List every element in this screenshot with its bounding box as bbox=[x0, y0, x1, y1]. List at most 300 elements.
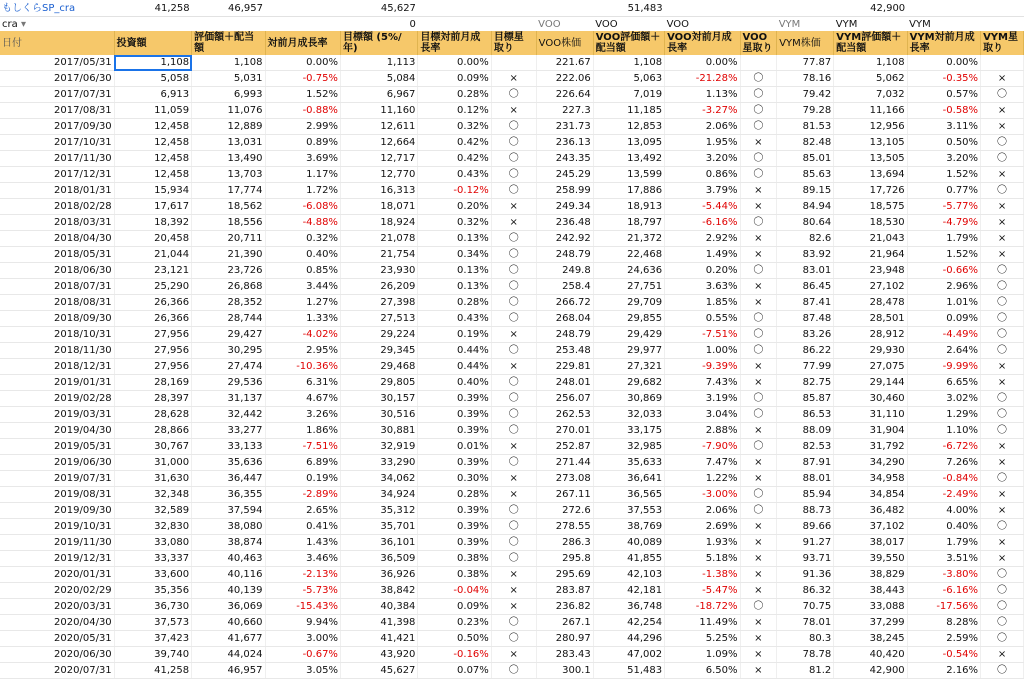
header-value[interactable]: 評価額＋配当額 bbox=[192, 31, 265, 55]
value-cell[interactable]: 44,296 bbox=[593, 631, 664, 647]
result-cell[interactable]: × bbox=[740, 519, 777, 535]
value-cell[interactable]: 12,770 bbox=[340, 167, 417, 183]
result-cell[interactable]: 〇 bbox=[740, 71, 777, 87]
date-cell[interactable]: 2018/07/31 bbox=[0, 279, 114, 295]
value-cell[interactable]: 12,664 bbox=[340, 135, 417, 151]
result-cell[interactable]: × bbox=[981, 247, 1024, 263]
value-cell[interactable]: 0.41% bbox=[265, 519, 340, 535]
value-cell[interactable]: 231.73 bbox=[536, 119, 593, 135]
value-cell[interactable]: 3.63% bbox=[665, 279, 740, 295]
value-cell[interactable]: -0.04% bbox=[418, 583, 491, 599]
result-cell[interactable]: 〇 bbox=[491, 423, 536, 439]
result-cell[interactable]: 〇 bbox=[491, 631, 536, 647]
value-cell[interactable]: 89.15 bbox=[777, 183, 834, 199]
value-cell[interactable]: 84.94 bbox=[777, 199, 834, 215]
result-cell[interactable]: 〇 bbox=[740, 167, 777, 183]
value-cell[interactable]: 33,600 bbox=[114, 567, 191, 583]
value-cell[interactable]: 0.44% bbox=[418, 359, 491, 375]
value-cell[interactable]: 3.20% bbox=[907, 151, 980, 167]
value-cell[interactable]: 87.41 bbox=[777, 295, 834, 311]
summary-voo-value[interactable]: 51,483 bbox=[593, 0, 664, 17]
result-cell[interactable]: 〇 bbox=[491, 295, 536, 311]
value-cell[interactable]: 1.33% bbox=[265, 311, 340, 327]
result-cell[interactable]: 〇 bbox=[981, 663, 1024, 679]
value-cell[interactable]: 38,829 bbox=[834, 567, 907, 583]
value-cell[interactable]: 40,463 bbox=[192, 551, 265, 567]
value-cell[interactable]: -3.27% bbox=[665, 103, 740, 119]
result-cell[interactable]: × bbox=[740, 423, 777, 439]
value-cell[interactable]: 32,033 bbox=[593, 407, 664, 423]
cell[interactable] bbox=[491, 17, 536, 32]
value-cell[interactable]: 2.59% bbox=[907, 631, 980, 647]
value-cell[interactable]: 0.86% bbox=[665, 167, 740, 183]
date-cell[interactable]: 2019/03/31 bbox=[0, 407, 114, 423]
value-cell[interactable]: 29,144 bbox=[834, 375, 907, 391]
value-cell[interactable]: 39,550 bbox=[834, 551, 907, 567]
value-cell[interactable]: -4.49% bbox=[907, 327, 980, 343]
value-cell[interactable]: 4.67% bbox=[265, 391, 340, 407]
result-cell[interactable]: × bbox=[491, 567, 536, 583]
value-cell[interactable]: 27,956 bbox=[114, 327, 191, 343]
value-cell[interactable]: 0.55% bbox=[665, 311, 740, 327]
value-cell[interactable]: 295.8 bbox=[536, 551, 593, 567]
value-cell[interactable]: 0.39% bbox=[418, 391, 491, 407]
date-cell[interactable]: 2019/06/30 bbox=[0, 455, 114, 471]
value-cell[interactable]: 36,482 bbox=[834, 503, 907, 519]
value-cell[interactable]: 13,095 bbox=[593, 135, 664, 151]
value-cell[interactable]: 28,744 bbox=[192, 311, 265, 327]
value-cell[interactable]: 35,356 bbox=[114, 583, 191, 599]
value-cell[interactable]: 236.48 bbox=[536, 215, 593, 231]
value-cell[interactable]: 36,565 bbox=[593, 487, 664, 503]
value-cell[interactable]: 37,573 bbox=[114, 615, 191, 631]
value-cell[interactable]: 78.16 bbox=[777, 71, 834, 87]
value-cell[interactable]: -5.73% bbox=[265, 583, 340, 599]
value-cell[interactable]: 40,660 bbox=[192, 615, 265, 631]
value-cell[interactable]: 18,575 bbox=[834, 199, 907, 215]
value-cell[interactable]: 6.31% bbox=[265, 375, 340, 391]
value-cell[interactable]: 4.00% bbox=[907, 503, 980, 519]
value-cell[interactable]: 283.43 bbox=[536, 647, 593, 663]
value-cell[interactable]: 38,080 bbox=[192, 519, 265, 535]
result-cell[interactable]: × bbox=[491, 327, 536, 343]
value-cell[interactable]: 248.79 bbox=[536, 327, 593, 343]
result-cell[interactable]: 〇 bbox=[981, 183, 1024, 199]
value-cell[interactable]: -0.84% bbox=[907, 471, 980, 487]
date-cell[interactable]: 2018/03/31 bbox=[0, 215, 114, 231]
value-cell[interactable]: 40,384 bbox=[340, 599, 417, 615]
value-cell[interactable]: 36,069 bbox=[192, 599, 265, 615]
value-cell[interactable]: -4.79% bbox=[907, 215, 980, 231]
value-cell[interactable]: 3.04% bbox=[665, 407, 740, 423]
value-cell[interactable]: 0.42% bbox=[418, 135, 491, 151]
value-cell[interactable]: 18,556 bbox=[192, 215, 265, 231]
value-cell[interactable]: 17,774 bbox=[192, 183, 265, 199]
value-cell[interactable]: 1.86% bbox=[265, 423, 340, 439]
date-cell[interactable]: 2018/10/31 bbox=[0, 327, 114, 343]
value-cell[interactable]: 17,886 bbox=[593, 183, 664, 199]
value-cell[interactable]: 300.1 bbox=[536, 663, 593, 679]
date-cell[interactable]: 2017/07/31 bbox=[0, 87, 114, 103]
value-cell[interactable]: -7.51% bbox=[665, 327, 740, 343]
value-cell[interactable]: 0.85% bbox=[265, 263, 340, 279]
value-cell[interactable]: 17,617 bbox=[114, 199, 191, 215]
date-cell[interactable]: 2018/11/30 bbox=[0, 343, 114, 359]
value-cell[interactable]: 256.07 bbox=[536, 391, 593, 407]
value-cell[interactable]: 82.53 bbox=[777, 439, 834, 455]
result-cell[interactable]: × bbox=[491, 359, 536, 375]
value-cell[interactable]: 1.01% bbox=[907, 295, 980, 311]
value-cell[interactable]: 35,636 bbox=[192, 455, 265, 471]
result-cell[interactable]: 〇 bbox=[740, 487, 777, 503]
value-cell[interactable]: 21,390 bbox=[192, 247, 265, 263]
value-cell[interactable]: 12,458 bbox=[114, 167, 191, 183]
cell[interactable] bbox=[536, 0, 593, 17]
value-cell[interactable]: 28,478 bbox=[834, 295, 907, 311]
value-cell[interactable]: 271.44 bbox=[536, 455, 593, 471]
value-cell[interactable]: 23,948 bbox=[834, 263, 907, 279]
value-cell[interactable]: 51,483 bbox=[593, 663, 664, 679]
date-cell[interactable]: 2019/04/30 bbox=[0, 423, 114, 439]
value-cell[interactable]: 3.11% bbox=[907, 119, 980, 135]
value-cell[interactable]: 89.66 bbox=[777, 519, 834, 535]
result-cell[interactable]: 〇 bbox=[981, 279, 1024, 295]
result-cell[interactable]: × bbox=[740, 615, 777, 631]
value-cell[interactable]: 221.67 bbox=[536, 55, 593, 71]
result-cell[interactable]: × bbox=[981, 503, 1024, 519]
value-cell[interactable]: 1.29% bbox=[907, 407, 980, 423]
value-cell[interactable]: 29,682 bbox=[593, 375, 664, 391]
value-cell[interactable]: 0.19% bbox=[265, 471, 340, 487]
value-cell[interactable]: 87.48 bbox=[777, 311, 834, 327]
value-cell[interactable]: 85.94 bbox=[777, 487, 834, 503]
value-cell[interactable]: 3.00% bbox=[265, 631, 340, 647]
value-cell[interactable]: 1.00% bbox=[665, 343, 740, 359]
value-cell[interactable]: 83.01 bbox=[777, 263, 834, 279]
value-cell[interactable]: 45,627 bbox=[340, 663, 417, 679]
value-cell[interactable]: 2.16% bbox=[907, 663, 980, 679]
value-cell[interactable]: 3.51% bbox=[907, 551, 980, 567]
result-cell[interactable]: × bbox=[981, 199, 1024, 215]
vym-label-3[interactable]: VYM bbox=[909, 18, 931, 30]
value-cell[interactable]: 17,726 bbox=[834, 183, 907, 199]
date-cell[interactable]: 2018/06/30 bbox=[0, 263, 114, 279]
result-cell[interactable]: × bbox=[981, 647, 1024, 663]
value-cell[interactable]: 78.78 bbox=[777, 647, 834, 663]
value-cell[interactable]: 2.95% bbox=[265, 343, 340, 359]
result-cell[interactable]: 〇 bbox=[981, 407, 1024, 423]
result-cell[interactable]: 〇 bbox=[491, 551, 536, 567]
zero-cell[interactable]: 0 bbox=[409, 18, 416, 30]
cell[interactable] bbox=[265, 0, 340, 17]
value-cell[interactable]: 3.79% bbox=[665, 183, 740, 199]
date-cell[interactable]: 2019/05/31 bbox=[0, 439, 114, 455]
value-cell[interactable]: 32,830 bbox=[114, 519, 191, 535]
value-cell[interactable]: 0.32% bbox=[418, 119, 491, 135]
value-cell[interactable]: 248.01 bbox=[536, 375, 593, 391]
value-cell[interactable]: -5.77% bbox=[907, 199, 980, 215]
value-cell[interactable]: 236.82 bbox=[536, 599, 593, 615]
value-cell[interactable]: 2.06% bbox=[665, 119, 740, 135]
date-cell[interactable]: 2018/09/30 bbox=[0, 311, 114, 327]
value-cell[interactable]: 0.40% bbox=[418, 375, 491, 391]
value-cell[interactable]: 0.00% bbox=[265, 55, 340, 71]
header-voo-result[interactable]: VOO星取り bbox=[740, 31, 777, 55]
value-cell[interactable]: 37,553 bbox=[593, 503, 664, 519]
value-cell[interactable]: 24,636 bbox=[593, 263, 664, 279]
value-cell[interactable]: 0.39% bbox=[418, 455, 491, 471]
value-cell[interactable]: 32,589 bbox=[114, 503, 191, 519]
value-cell[interactable]: 40,139 bbox=[192, 583, 265, 599]
value-cell[interactable]: 33,080 bbox=[114, 535, 191, 551]
value-cell[interactable]: 86.45 bbox=[777, 279, 834, 295]
value-cell[interactable]: 0.09% bbox=[418, 599, 491, 615]
result-cell[interactable]: 〇 bbox=[491, 135, 536, 151]
value-cell[interactable]: 1,108 bbox=[593, 55, 664, 71]
result-cell[interactable]: 〇 bbox=[740, 263, 777, 279]
date-cell[interactable]: 2017/12/31 bbox=[0, 167, 114, 183]
result-cell[interactable]: × bbox=[491, 471, 536, 487]
value-cell[interactable]: 44,024 bbox=[192, 647, 265, 663]
value-cell[interactable]: 266.72 bbox=[536, 295, 593, 311]
value-cell[interactable]: 5,084 bbox=[340, 71, 417, 87]
value-cell[interactable]: 11,185 bbox=[593, 103, 664, 119]
result-cell[interactable]: 〇 bbox=[740, 599, 777, 615]
value-cell[interactable]: 32,919 bbox=[340, 439, 417, 455]
value-cell[interactable]: -0.12% bbox=[418, 183, 491, 199]
value-cell[interactable]: 0.38% bbox=[418, 567, 491, 583]
value-cell[interactable]: 2.69% bbox=[665, 519, 740, 535]
cell[interactable] bbox=[265, 17, 340, 32]
date-cell[interactable]: 2019/01/31 bbox=[0, 375, 114, 391]
value-cell[interactable]: 11,076 bbox=[192, 103, 265, 119]
value-cell[interactable]: 0.20% bbox=[418, 199, 491, 215]
date-cell[interactable]: 2019/10/31 bbox=[0, 519, 114, 535]
date-cell[interactable]: 2018/05/31 bbox=[0, 247, 114, 263]
value-cell[interactable]: 280.97 bbox=[536, 631, 593, 647]
value-cell[interactable]: 3.20% bbox=[665, 151, 740, 167]
value-cell[interactable]: 273.08 bbox=[536, 471, 593, 487]
value-cell[interactable]: 32,348 bbox=[114, 487, 191, 503]
value-cell[interactable]: 33,290 bbox=[340, 455, 417, 471]
result-cell[interactable]: 〇 bbox=[981, 135, 1024, 151]
value-cell[interactable]: 42,181 bbox=[593, 583, 664, 599]
date-cell[interactable]: 2017/09/30 bbox=[0, 119, 114, 135]
value-cell[interactable]: 36,447 bbox=[192, 471, 265, 487]
value-cell[interactable]: 31,000 bbox=[114, 455, 191, 471]
value-cell[interactable]: 2.64% bbox=[907, 343, 980, 359]
result-cell[interactable]: × bbox=[740, 583, 777, 599]
result-cell[interactable]: × bbox=[491, 199, 536, 215]
value-cell[interactable]: 0.19% bbox=[418, 327, 491, 343]
value-cell[interactable]: 37,102 bbox=[834, 519, 907, 535]
header-growth[interactable]: 対前月成長率 bbox=[265, 31, 340, 55]
value-cell[interactable]: -18.72% bbox=[665, 599, 740, 615]
value-cell[interactable]: 3.19% bbox=[665, 391, 740, 407]
result-cell[interactable]: 〇 bbox=[981, 567, 1024, 583]
result-cell[interactable]: 〇 bbox=[740, 439, 777, 455]
value-cell[interactable]: 1.49% bbox=[665, 247, 740, 263]
value-cell[interactable]: 43,920 bbox=[340, 647, 417, 663]
value-cell[interactable]: 2.96% bbox=[907, 279, 980, 295]
result-cell[interactable]: 〇 bbox=[740, 151, 777, 167]
value-cell[interactable]: 1.10% bbox=[907, 423, 980, 439]
result-cell[interactable]: 〇 bbox=[740, 391, 777, 407]
value-cell[interactable]: 32,442 bbox=[192, 407, 265, 423]
summary-target[interactable]: 45,627 bbox=[340, 0, 417, 17]
result-cell[interactable]: 〇 bbox=[981, 599, 1024, 615]
value-cell[interactable]: 79.42 bbox=[777, 87, 834, 103]
value-cell[interactable]: 0.39% bbox=[418, 423, 491, 439]
value-cell[interactable]: 243.35 bbox=[536, 151, 593, 167]
value-cell[interactable]: -17.56% bbox=[907, 599, 980, 615]
value-cell[interactable]: 2.99% bbox=[265, 119, 340, 135]
value-cell[interactable]: 3.69% bbox=[265, 151, 340, 167]
value-cell[interactable]: 268.04 bbox=[536, 311, 593, 327]
value-cell[interactable]: 12,458 bbox=[114, 119, 191, 135]
value-cell[interactable]: 0.28% bbox=[418, 295, 491, 311]
result-cell[interactable]: 〇 bbox=[491, 535, 536, 551]
value-cell[interactable]: 2.65% bbox=[265, 503, 340, 519]
value-cell[interactable]: 82.6 bbox=[777, 231, 834, 247]
value-cell[interactable]: 36,926 bbox=[340, 567, 417, 583]
value-cell[interactable]: 18,924 bbox=[340, 215, 417, 231]
value-cell[interactable]: 6,993 bbox=[192, 87, 265, 103]
value-cell[interactable]: 0.42% bbox=[418, 151, 491, 167]
value-cell[interactable]: 82.75 bbox=[777, 375, 834, 391]
result-cell[interactable]: × bbox=[740, 567, 777, 583]
value-cell[interactable]: 26,366 bbox=[114, 295, 191, 311]
value-cell[interactable]: 283.87 bbox=[536, 583, 593, 599]
value-cell[interactable]: 0.13% bbox=[418, 279, 491, 295]
result-cell[interactable]: × bbox=[740, 135, 777, 151]
value-cell[interactable]: 77.99 bbox=[777, 359, 834, 375]
result-cell[interactable]: × bbox=[740, 359, 777, 375]
value-cell[interactable]: 0.09% bbox=[907, 311, 980, 327]
value-cell[interactable]: 6.50% bbox=[665, 663, 740, 679]
result-cell[interactable]: 〇 bbox=[491, 183, 536, 199]
value-cell[interactable]: 262.53 bbox=[536, 407, 593, 423]
value-cell[interactable]: 0.32% bbox=[265, 231, 340, 247]
value-cell[interactable]: 272.6 bbox=[536, 503, 593, 519]
result-cell[interactable]: × bbox=[491, 439, 536, 455]
value-cell[interactable]: -7.51% bbox=[265, 439, 340, 455]
value-cell[interactable]: 13,703 bbox=[192, 167, 265, 183]
value-cell[interactable]: 41,855 bbox=[593, 551, 664, 567]
value-cell[interactable]: 7.47% bbox=[665, 455, 740, 471]
value-cell[interactable]: -2.49% bbox=[907, 487, 980, 503]
result-cell[interactable]: 〇 bbox=[491, 519, 536, 535]
value-cell[interactable]: 31,630 bbox=[114, 471, 191, 487]
result-cell[interactable]: × bbox=[740, 455, 777, 471]
value-cell[interactable]: 5,031 bbox=[192, 71, 265, 87]
value-cell[interactable]: 47,002 bbox=[593, 647, 664, 663]
value-cell[interactable]: -5.44% bbox=[665, 199, 740, 215]
cell[interactable] bbox=[907, 0, 980, 17]
value-cell[interactable]: 28,169 bbox=[114, 375, 191, 391]
value-cell[interactable]: 21,078 bbox=[340, 231, 417, 247]
cell[interactable] bbox=[740, 17, 777, 32]
value-cell[interactable]: 2.88% bbox=[665, 423, 740, 439]
value-cell[interactable]: 249.8 bbox=[536, 263, 593, 279]
value-cell[interactable]: 229.81 bbox=[536, 359, 593, 375]
value-cell[interactable]: 33,133 bbox=[192, 439, 265, 455]
result-cell[interactable]: × bbox=[740, 199, 777, 215]
value-cell[interactable]: -0.67% bbox=[265, 647, 340, 663]
result-cell[interactable]: 〇 bbox=[491, 503, 536, 519]
value-cell[interactable]: 3.05% bbox=[265, 663, 340, 679]
date-cell[interactable]: 2018/02/28 bbox=[0, 199, 114, 215]
result-cell[interactable]: × bbox=[981, 215, 1024, 231]
value-cell[interactable]: -6.16% bbox=[907, 583, 980, 599]
value-cell[interactable]: 7,019 bbox=[593, 87, 664, 103]
value-cell[interactable]: 29,805 bbox=[340, 375, 417, 391]
value-cell[interactable]: 37,299 bbox=[834, 615, 907, 631]
value-cell[interactable]: 88.09 bbox=[777, 423, 834, 439]
value-cell[interactable]: 0.50% bbox=[418, 631, 491, 647]
value-cell[interactable]: 27,398 bbox=[340, 295, 417, 311]
cell[interactable] bbox=[114, 17, 191, 32]
value-cell[interactable]: 23,930 bbox=[340, 263, 417, 279]
result-cell[interactable]: × bbox=[981, 167, 1024, 183]
value-cell[interactable]: 70.75 bbox=[777, 599, 834, 615]
date-cell[interactable]: 2019/12/31 bbox=[0, 551, 114, 567]
value-cell[interactable]: 29,930 bbox=[834, 343, 907, 359]
value-cell[interactable]: 8.28% bbox=[907, 615, 980, 631]
cell[interactable] bbox=[418, 0, 491, 17]
value-cell[interactable]: 31,792 bbox=[834, 439, 907, 455]
result-cell[interactable]: 〇 bbox=[491, 407, 536, 423]
result-cell[interactable]: × bbox=[740, 375, 777, 391]
value-cell[interactable]: 31,137 bbox=[192, 391, 265, 407]
value-cell[interactable]: 41,677 bbox=[192, 631, 265, 647]
value-cell[interactable]: 18,797 bbox=[593, 215, 664, 231]
value-cell[interactable]: -7.90% bbox=[665, 439, 740, 455]
result-cell[interactable]: 〇 bbox=[491, 119, 536, 135]
value-cell[interactable]: 0.50% bbox=[907, 135, 980, 151]
value-cell[interactable]: 88.01 bbox=[777, 471, 834, 487]
value-cell[interactable]: 29,429 bbox=[593, 327, 664, 343]
value-cell[interactable]: 35,701 bbox=[340, 519, 417, 535]
date-cell[interactable]: 2018/08/31 bbox=[0, 295, 114, 311]
result-cell[interactable]: 〇 bbox=[491, 311, 536, 327]
value-cell[interactable]: 253.48 bbox=[536, 343, 593, 359]
value-cell[interactable]: 1.72% bbox=[265, 183, 340, 199]
value-cell[interactable]: 38,769 bbox=[593, 519, 664, 535]
date-cell[interactable]: 2020/05/31 bbox=[0, 631, 114, 647]
value-cell[interactable]: 33,175 bbox=[593, 423, 664, 439]
value-cell[interactable]: -4.88% bbox=[265, 215, 340, 231]
value-cell[interactable]: 26,868 bbox=[192, 279, 265, 295]
value-cell[interactable]: 0.39% bbox=[418, 535, 491, 551]
value-cell[interactable]: 1.79% bbox=[907, 231, 980, 247]
cell[interactable] bbox=[740, 0, 777, 17]
value-cell[interactable]: 83.26 bbox=[777, 327, 834, 343]
result-cell[interactable]: × bbox=[740, 295, 777, 311]
result-cell[interactable]: 〇 bbox=[981, 87, 1024, 103]
value-cell[interactable]: 1.95% bbox=[665, 135, 740, 151]
value-cell[interactable]: 41,421 bbox=[340, 631, 417, 647]
value-cell[interactable]: 35,312 bbox=[340, 503, 417, 519]
result-cell[interactable]: × bbox=[981, 439, 1024, 455]
date-cell[interactable]: 2018/01/31 bbox=[0, 183, 114, 199]
value-cell[interactable]: -1.38% bbox=[665, 567, 740, 583]
result-cell[interactable]: 〇 bbox=[491, 455, 536, 471]
value-cell[interactable]: 0.44% bbox=[418, 343, 491, 359]
value-cell[interactable]: 5.25% bbox=[665, 631, 740, 647]
value-cell[interactable]: 21,044 bbox=[114, 247, 191, 263]
value-cell[interactable]: 248.79 bbox=[536, 247, 593, 263]
